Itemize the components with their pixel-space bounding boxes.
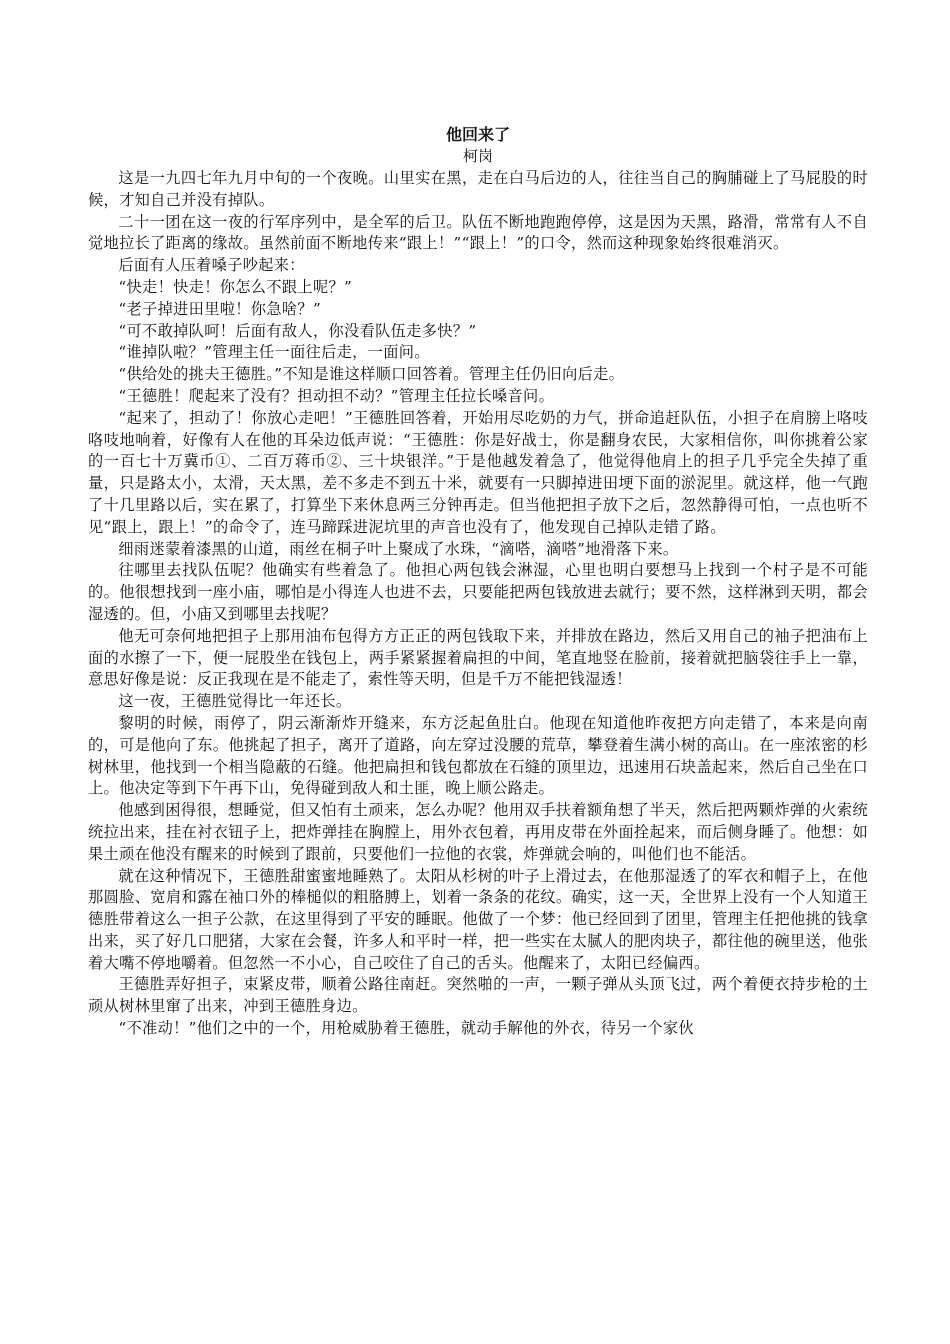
paragraph: “不准动！”他们之中的一个，用枪威胁着王德胜，就动手解他的外衣，待另一个家伙 [118,1019,694,1038]
paragraph: “起来了，担动了！你放心走吧！”王德胜回答着，开始用尽吃奶的力气，拼命追赶队伍，小担子在肩膀上咯吱咯吱地响着，好像有人在他的耳朵边低声说：“王德胜：你是好战士，你是翻身农民，大家相信你，叫你挑着公家的一百七十万冀币①、二百万蒋币②、三十块银洋。”于是他越发着急了，他觉得他肩上的担子几乎完全失掉了重量，只是路太小，太滑，天太黑，差不多走不到五十米，就要有一只脚掉进田埂下面的淤泥里。就这样，他一气跑了十几里路以后，实在累了，打算坐下来休息两三分钟再走。但当他把担子放下之后，忽然静得可怕，一点也听不见“跟上，跟上！”的命令了，连马蹄踩进泥坑里的声音也没有了，他发现自己掉队走错了路。 [88,408,868,536]
document-author: 柯岗 [462,147,493,165]
paragraph: 后面有人压着嗓子吵起来： [118,256,305,275]
paragraph: “谁掉队啦？”管理主任一面往后走，一面问。 [118,343,430,362]
paragraph: “供给处的挑夫王德胜。”不知是谁这样顺口回答着。管理主任仍旧向后走。 [118,365,625,384]
paragraph: 二十一团在这一夜的行军序列中，是全军的后卫。队伍不断地跑跑停停，这是因为天黑，路滑，常常有人不自觉地拉长了距离的缘故。虽然前面不断地传来“跟上！”“跟上！”的口令，然而这种现象始终很难消灭。 [88,212,868,253]
paragraph: 他感到困得很，想睡觉，但又怕有土顽来，怎么办呢？他用双手扶着额角想了半天，然后把两颗炸弹的火索统统拉出来，挂在衬衣钮子上，把炸弹挂在胸膛上，用外衣包着，再用皮带在外面拴起来，而后侧身睡了。他想：如果土顽在他没有醒来的时候到了跟前，只要他们一拉他的衣裳，炸弹就会响的，叫他们也不能活。 [88,801,868,863]
paragraph: 王德胜弄好担子，束紧皮带，顺着公路往南赶。突然啪的一声，一颗子弹从头顶飞过，两个着便衣持步枪的土顽从树林里窜了出来，冲到王德胜身边。 [88,975,868,1016]
document-page [88,124,868,1040]
paragraph: “老子掉进田里啦！你急啥？” [118,299,322,318]
paragraph: 黎明的时候，雨停了，阴云渐渐炸开缝来，东方泛起鱼肚白。他现在知道他昨夜把方向走错了，本来是向南的，可是他向了东。他挑起了担子，离开了道路，向左穿过没腰的荒草，攀登着生满小树的高山。在一座浓密的杉树林里，他找到一个相当隐蔽的石缝。他把扁担和钱包都放在石缝的顶里边，迅速用石块盖起来，然后自己坐在口上。他决定等到下午再下山，免得碰到敌人和土匪，晚上顺公路走。 [88,713,868,798]
paragraph: 细雨迷蒙着漆黑的山道，雨丝在桐子叶上聚成了水珠，“滴嗒，滴嗒”地滑落下来。 [118,539,679,558]
paragraph: “可不敢掉队呵！后面有敌人，你没看队伍走多快？” [118,321,477,340]
paragraph: 他无可奈何地把担子上那用油布包得方方正正的两包钱取下来，并排放在路边，然后又用自己的袖子把油布上面的水擦了一下，便一屁股坐在钱包上，两手紧紧握着扁担的中间，笔直地竖在脸前，接着就把脑袋往手上一靠，意思好像是说：反正我现在是不能走了，索性等天明，但是千万不能把钱湿透！ [88,626,868,689]
paragraph: 这是一九四七年九月中旬的一个夜晚。山里实在黑，走在白马后边的人，往往当自己的胸脯碰上了马屁股的时候，才知自己并没有掉队。 [88,169,868,209]
paragraph: “王德胜！爬起来了没有？担动担不动？”管理主任拉长嗓音问。 [118,386,555,405]
paragraph: 往哪里去找队伍呢？他确实有些着急了。他担心两包钱会淋湿，心里也明白要想马上找到一个村子是不可能的。他很想找到一座小庙，哪怕是小得连人也进不去，只要能把两包钱放进去就行；要不然，这样淋到天明，都会湿透的。但，小庙又到哪里去找呢？ [88,561,868,623]
paragraph: 这一夜，王德胜觉得比一年还长。 [118,692,352,711]
paragraph: “快走！快走！你怎么不跟上呢？” [118,277,353,296]
document-body [88,168,868,1040]
paragraph: 就在这种情况下，王德胜甜蜜蜜地睡熟了。太阳从杉树的叶子上滑过去，在他那湿透了的军衣和帽子上，在他那圆脸、宽肩和露在袖口外的棒槌似的粗胳膊上，划着一条条的花纹。确实，这一天，全世界上没有一个人知道王德胜带着这么一担子公款，在这里得到了平安的睡眠。他做了一个梦：他已经回到了团里，管理主任把他挑的钱拿出来，买了好几口肥猪，大家在会餐，许多人和平时一样，把一些实在太腻人的肥肉块子，都往他的碗里送，他张着大嘴不停地嚼着。但忽然一不小心，自己咬住了自己的舌头。他醒来了，太阳已经偏西。 [88,866,868,972]
document-title: 他回来了 [445,125,510,144]
